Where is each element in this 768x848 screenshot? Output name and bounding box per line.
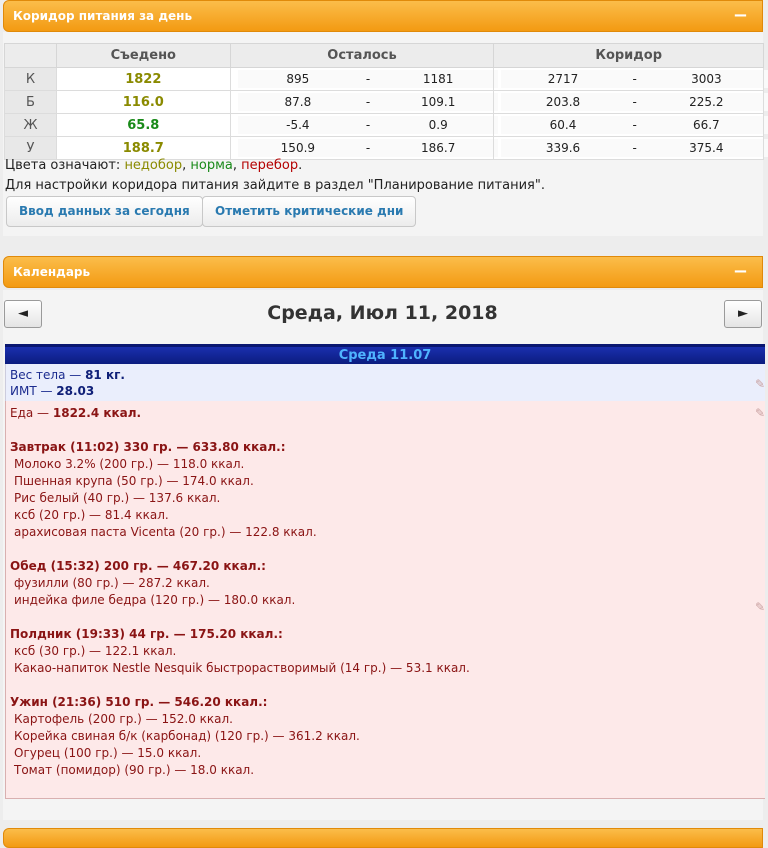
bmi-line (10, 383, 761, 399)
corner-header (5, 44, 57, 68)
left-max: 1181 (422, 72, 454, 86)
corridor-min: 60.4 (549, 118, 577, 132)
meal-title: Полдник (19:33) 44 гр. — 175.20 ккал.: (10, 627, 283, 641)
day-bar[interactable]: Среда 11.07 (5, 344, 765, 364)
nutrition-row (5, 68, 764, 91)
meal-item: арахисовая паста Vicenta (20 гр.) — 122.8 ккал. (14, 525, 317, 539)
nutrition-row (5, 91, 764, 114)
prev-day-button[interactable]: ◄ (4, 300, 42, 328)
left-range (230, 91, 494, 114)
range-dash: - (365, 72, 371, 86)
corridor-min: 2717 (547, 72, 579, 86)
meal-item: ксб (20 гр.) — 81.4 ккал. (14, 508, 169, 522)
eaten-value: 1822 (56, 68, 230, 91)
row-label: Ж (5, 114, 57, 137)
legend-comma: , (182, 158, 191, 173)
corridor-range (494, 68, 764, 91)
corridor-max: 3003 (691, 72, 722, 86)
corridor-range (494, 137, 764, 160)
corridor-max: 375.4 (689, 141, 724, 155)
corridor-min: 203.8 (545, 95, 581, 109)
body-stats (5, 364, 765, 401)
corridor-max: 66.7 (692, 118, 720, 132)
bmi-value: 28.03 (56, 384, 95, 398)
meal-item: Какао-напиток Nestle Nesquik быстрорастворимый (14 гр.) — 53.1 ккал. (14, 661, 470, 675)
nutrition-row (5, 114, 764, 137)
legend-period: . (298, 158, 303, 173)
collapse-icon[interactable]: − (732, 5, 748, 26)
range-dash: - (365, 141, 371, 155)
legend-norm: норма (190, 158, 233, 173)
edit-icon[interactable]: ✎ (754, 600, 765, 614)
left-header: Осталось (230, 44, 494, 68)
edit-icon[interactable]: ✎ (754, 377, 765, 391)
meal-item: Корейка свиная б/к (карбонад) (120 гр.) — 361.2 ккал. (14, 729, 360, 743)
mark-critical-days-button[interactable]: Отметить критические дни (202, 196, 416, 227)
food-log (5, 401, 765, 799)
edit-icon[interactable]: ✎ (754, 406, 765, 420)
left-range (230, 137, 494, 160)
meal-item: индейка филе бедра (120 гр.) — 180.0 ккал. (14, 593, 296, 607)
eaten-value: 188.7 (56, 137, 230, 160)
range-dash: - (632, 95, 637, 109)
meal-item: Молоко 3.2% (200 гр.) — 118.0 ккал. (14, 457, 245, 471)
meal-item: Огурец (100 гр.) — 15.0 ккал. (14, 746, 202, 760)
corridor-range (494, 91, 764, 114)
meal-title: Завтрак (11:02) 330 гр. — 633.80 ккал.: (10, 440, 286, 454)
left-min: -5.4 (286, 118, 310, 132)
calendar-date-title: Среда, Июл 11, 2018 (267, 302, 498, 324)
corridor-min: 339.6 (545, 141, 581, 155)
eaten-value: 116.0 (56, 91, 230, 114)
input-today-button[interactable]: Ввод данных за сегодня (6, 196, 203, 227)
weight-label: Вес тела — (10, 368, 86, 382)
food-total-value: 1822.4 ккал. (52, 406, 142, 420)
range-dash: - (365, 118, 371, 132)
range-dash: - (365, 95, 371, 109)
nutrition-table (4, 43, 764, 160)
left-max: 0.9 (428, 118, 448, 132)
corridor-note: Для настройки коридора питания зайдите в раздел "Планирование питания". (5, 178, 545, 193)
food-label: Еда — (10, 406, 53, 420)
nutrition-row (5, 137, 764, 160)
meal-title: Ужин (21:36) 510 гр. — 546.20 ккал.: (10, 695, 268, 709)
left-min: 895 (286, 72, 310, 86)
calendar-panel-header[interactable] (3, 256, 763, 288)
nutrition-panel-title: Коридор питания за день (13, 9, 193, 23)
color-legend (5, 158, 302, 173)
nutrition-panel-header[interactable] (3, 0, 763, 32)
bmi-label: ИМТ — (10, 384, 57, 398)
row-label: К (5, 68, 57, 91)
corridor-max: 225.2 (689, 95, 724, 109)
range-dash: - (632, 72, 637, 86)
meal-item: фузилли (80 гр.) — 287.2 ккал. (14, 576, 210, 590)
meal-item: Картофель (200 гр.) — 152.0 ккал. (14, 712, 233, 726)
meal-item: Рис белый (40 гр.) — 137.6 ккал. (14, 491, 221, 505)
meal-title: Обед (15:32) 200 гр. — 467.20 ккал.: (10, 559, 266, 573)
row-label: Б (5, 91, 57, 114)
legend-prefix: Цвета означают: (5, 158, 125, 173)
left-range (230, 68, 494, 91)
collapse-icon[interactable]: − (732, 261, 748, 282)
left-max: 186.7 (421, 141, 456, 155)
next-day-button[interactable]: ► (724, 300, 762, 328)
legend-comma: , (232, 158, 242, 173)
left-min: 150.9 (280, 141, 316, 155)
meal-item: Пшенная крупа (50 гр.) — 174.0 ккал. (14, 474, 254, 488)
corridor-header: Коридор (494, 44, 764, 68)
meal-item: Томат (помидор) (90 гр.) — 18.0 ккал. (14, 763, 255, 777)
food-total (10, 405, 761, 422)
eaten-header: Съедено (56, 44, 230, 68)
legend-under: недобор (124, 158, 183, 173)
calendar-panel-title: Календарь (13, 265, 91, 279)
meal-item: ксб (30 гр.) — 122.1 ккал. (14, 644, 177, 658)
weight-value: 81 кг. (85, 368, 125, 382)
corridor-range (494, 114, 764, 137)
left-max: 109.1 (421, 95, 456, 109)
range-dash: - (632, 141, 637, 155)
left-min: 87.8 (284, 95, 312, 109)
legend-over: перебор (241, 158, 299, 173)
next-panel-header[interactable] (3, 828, 763, 848)
left-range (230, 114, 494, 137)
row-label: У (5, 137, 57, 160)
range-dash: - (632, 118, 637, 132)
weight-line (10, 367, 761, 383)
eaten-value: 65.8 (56, 114, 230, 137)
